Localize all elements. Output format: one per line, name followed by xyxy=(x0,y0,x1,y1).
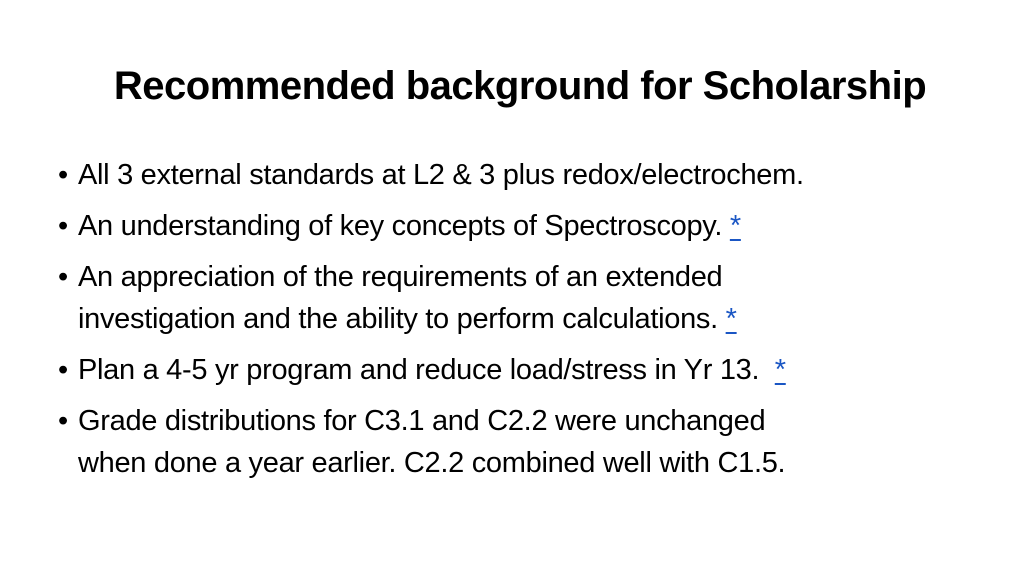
bullet-text: Plan a 4-5 yr program and reduce load/stress in Yr 13. xyxy=(78,354,775,386)
bullet-item-standards xyxy=(58,154,998,196)
bullet-item-program-plan xyxy=(58,349,998,391)
bullet-text-line xyxy=(78,349,998,391)
bullet-item-spectroscopy xyxy=(58,205,998,247)
bullet-marker: • xyxy=(58,210,68,242)
bullet-marker: • xyxy=(58,261,68,293)
program-reference-link[interactable]: * xyxy=(774,354,786,386)
bullet-text: Grade distributions for C3.1 and C2.2 were unchanged xyxy=(78,405,766,437)
bullet-marker: • xyxy=(58,354,68,386)
bullet-list xyxy=(58,154,998,493)
bullet-text-line xyxy=(78,298,998,340)
bullet-marker: • xyxy=(58,159,68,191)
bullet-text: when done a year earlier. C2.2 combined well with C1.5. xyxy=(78,447,786,479)
calculations-reference-link[interactable]: * xyxy=(725,303,737,335)
bullet-item-grade-distributions xyxy=(58,400,998,484)
bullet-item-extended-investigation xyxy=(58,256,998,340)
bullet-text-line xyxy=(78,205,998,247)
spectroscopy-reference-link[interactable]: * xyxy=(729,210,741,242)
slide-title: Recommended background for Scholarship xyxy=(113,64,927,108)
bullet-text: All 3 external standards at L2 & 3 plus redox/electrochem. xyxy=(78,159,804,191)
bullet-text: investigation and the ability to perform calculations. xyxy=(78,303,726,335)
bullet-text: An understanding of key concepts of Spectroscopy. xyxy=(78,210,730,242)
bullet-text: An appreciation of the requirements of an extended xyxy=(78,261,723,293)
bullet-marker: • xyxy=(58,405,68,437)
